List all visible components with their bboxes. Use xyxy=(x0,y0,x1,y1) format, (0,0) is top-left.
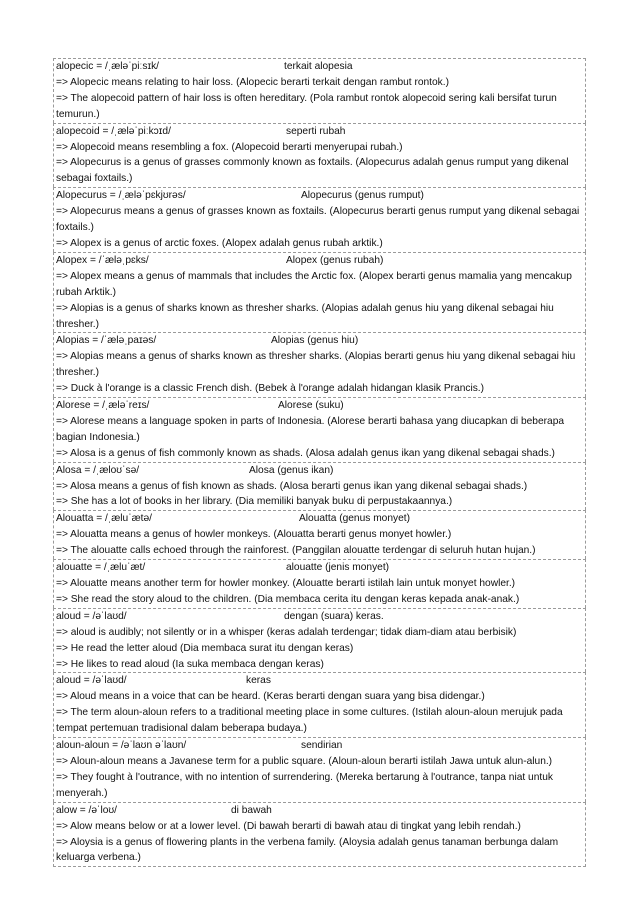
example-sentence: => Alopecurus means a genus of grasses known as foxtails. (Alopecurus berarti genus rumput yang dikenal sebagai foxtails.) xyxy=(56,206,580,234)
entry-translation: seperti rubah xyxy=(286,125,346,137)
entry-translation: dengan (suara) keras. xyxy=(284,610,384,622)
example-sentence: => Alopias is a genus of sharks known as thresher sharks. (Alopias adalah genus hiu yang dikenal sebagai hiu thresher.) xyxy=(56,302,554,330)
example-sentence: => Duck à l'orange is a classic French dish. (Bebek à l'orange adalah hidangan klasik Prancis.) xyxy=(56,383,485,395)
entry-headline xyxy=(56,463,583,479)
example-sentence: => Alosa is a genus of fish commonly known as shads. (Alosa adalah genus ikan yang dikenal sebagai shads.) xyxy=(56,447,555,459)
example-sentence: => She has a lot of books in her library. (Dia memiliki banyak buku di perpustakaannya.) xyxy=(56,496,453,508)
example-sentence: => The alouatte calls echoed through the rainforest. (Panggilan alouatte terdengar di seluruh hutan hujan.) xyxy=(56,545,536,557)
entry-headline xyxy=(56,511,583,527)
dictionary-entry xyxy=(53,58,586,123)
dictionary-entry xyxy=(53,510,586,559)
example-sentence: => She read the story aloud to the children. (Dia membaca cerita itu dengan keras kepada anak-anak.) xyxy=(56,593,520,605)
dictionary-entry xyxy=(53,187,586,252)
dictionary-entry xyxy=(53,672,586,737)
entry-translation: Alosa (genus ikan) xyxy=(249,464,334,476)
entry-headline xyxy=(56,738,583,754)
example-sentence: => Alow means below or at a lower level. (Di bawah berarti di bawah atau di tingkat yang lebih rendah.) xyxy=(56,820,521,832)
entry-translation: sendirian xyxy=(301,740,343,752)
entry-word: Alosa = /ˌæloʊˈsə/ xyxy=(56,464,140,476)
example-sentence: => Alouatta means a genus of howler monkeys. (Alouatta berarti genus monyet howler.) xyxy=(56,529,452,541)
dictionary-entry xyxy=(53,559,586,608)
example-sentence: => Alopias means a genus of sharks known as thresher sharks. (Alopias berarti genus hiu yang dikenal sebagai hiu thresher.) xyxy=(56,351,576,379)
entry-word: Alorese = /ˌæləˈreɪs/ xyxy=(56,400,150,412)
entry-headline xyxy=(56,803,583,819)
entry-headline xyxy=(56,673,583,689)
dictionary-entry xyxy=(53,608,586,673)
example-sentence: => Aloud means in a voice that can be heard. (Keras berarti dengan suara yang bisa didengar.) xyxy=(56,691,485,703)
entry-word: aloun-aloun = /əˈlaʊn əˈlaʊn/ xyxy=(56,740,187,752)
dictionary-entry xyxy=(53,462,586,511)
entry-headline xyxy=(56,188,583,204)
entry-headline xyxy=(56,609,583,625)
example-sentence: => Alopecoid means resembling a fox. (Alopecoid berarti menyerupai rubah.) xyxy=(56,141,403,153)
entry-word: alow = /əˈloʊ/ xyxy=(56,804,118,816)
example-sentence: => They fought à l'outrance, with no intention of surrendering. (Mereka bertarung à l'outrance, tanpa niat untuk menyerah.) xyxy=(56,771,553,799)
example-sentence: => He likes to read aloud (Ia suka membaca dengan keras) xyxy=(56,658,324,670)
example-sentence: => Alopecurus is a genus of grasses commonly known as foxtails. (Alopecurus adalah genus rumput yang dikenal sebagai foxtails.) xyxy=(56,157,569,185)
entry-headline xyxy=(56,560,583,576)
example-sentence: => aloud is audibly; not silently or in a whisper (keras adalah terdengar; tidak diam-diam atau berbisik) xyxy=(56,626,517,638)
example-sentence: => The alopecoid pattern of hair loss is often hereditary. (Pola rambut rontok alopecoid sering kali bersifat turun temurun.) xyxy=(56,92,557,120)
entry-word: alouatte = /ˌæluˈæt/ xyxy=(56,562,146,574)
example-sentence: => Alopecic means relating to hair loss. (Alopecic berarti terkait dengan rambut rontok.) xyxy=(56,76,449,88)
entry-word: aloud = /əˈlaʊd/ xyxy=(56,610,127,622)
example-sentence: => Alorese means a language spoken in parts of Indonesia. (Alorese berarti bahasa yang diucapkan di beberapa bagian Indonesia.) xyxy=(56,415,565,443)
entry-translation: Alorese (suku) xyxy=(278,400,344,412)
example-sentence: => Alosa means a genus of fish known as shads. (Alosa berarti genus ikan yang dikenal sebagai shads.) xyxy=(56,480,528,492)
entry-translation: Alopecurus (genus rumput) xyxy=(301,190,424,202)
dictionary-page xyxy=(53,58,586,867)
entry-headline xyxy=(56,124,583,140)
entry-word: alopecic = /ˌæləˈpiːsɪk/ xyxy=(56,61,159,72)
entry-headline xyxy=(56,333,583,349)
entry-word: aloud = /əˈlaʊd/ xyxy=(56,675,127,687)
example-sentence: => Aloun-aloun means a Javanese term for a public square. (Aloun-aloun berarti istilah Jawa untuk alun-alun.) xyxy=(56,755,553,767)
entry-word: alopecoid = /ˌæləˈpiːkɔɪd/ xyxy=(56,125,171,137)
entry-word: Alopias = /ˈæləˌpaɪəs/ xyxy=(56,335,157,347)
entry-word: Alopecurus = /ˌæləˈpɛkjʊrəs/ xyxy=(56,190,186,202)
dictionary-entry xyxy=(53,802,586,868)
example-sentence: => Alopex means a genus of mammals that includes the Arctic fox. (Alopex berarti genus mamalia yang mencakup rubah Arktik.) xyxy=(56,270,572,298)
dictionary-entry xyxy=(53,252,586,333)
entry-translation: keras xyxy=(246,675,271,687)
entry-translation: terkait alopesia xyxy=(284,61,353,72)
entry-translation: Alopex (genus rubah) xyxy=(286,254,384,266)
example-sentence: => Alopex is a genus of arctic foxes. (Alopex adalah genus rubah arktik.) xyxy=(56,237,383,249)
example-sentence: => The term aloun-aloun refers to a traditional meeting place in some cultures. (Istilah aloun-aloun merujuk pada tempat pertemuan tradisional dalam beberapa budaya.) xyxy=(56,707,563,735)
entry-headline xyxy=(56,253,583,269)
dictionary-entry xyxy=(53,123,586,188)
dictionary-entry xyxy=(53,737,586,802)
example-sentence: => Aloysia is a genus of flowering plants in the verbena family. (Aloysia adalah genus tanaman berbunga dalam keluarga verbena.) xyxy=(56,836,559,864)
entry-translation: Alopias (genus hiu) xyxy=(271,335,359,347)
entry-translation: alouatte (jenis monyet) xyxy=(286,562,390,574)
entry-headline xyxy=(56,59,583,75)
example-sentence: => Alouatte means another term for howler monkey. (Alouatte berarti istilah lain untuk monyet howler.) xyxy=(56,578,516,589)
entry-word: Alouatta = /ˌæluˈætə/ xyxy=(56,513,152,525)
entry-translation: Alouatta (genus monyet) xyxy=(299,513,410,525)
example-sentence: => He read the letter aloud (Dia membaca surat itu dengan keras) xyxy=(56,642,354,654)
entry-headline xyxy=(56,398,583,414)
dictionary-entry xyxy=(53,332,586,397)
dictionary-entry xyxy=(53,397,586,462)
entry-word: Alopex = /ˈæləˌpɛks/ xyxy=(56,254,149,266)
entry-translation: di bawah xyxy=(231,804,272,816)
